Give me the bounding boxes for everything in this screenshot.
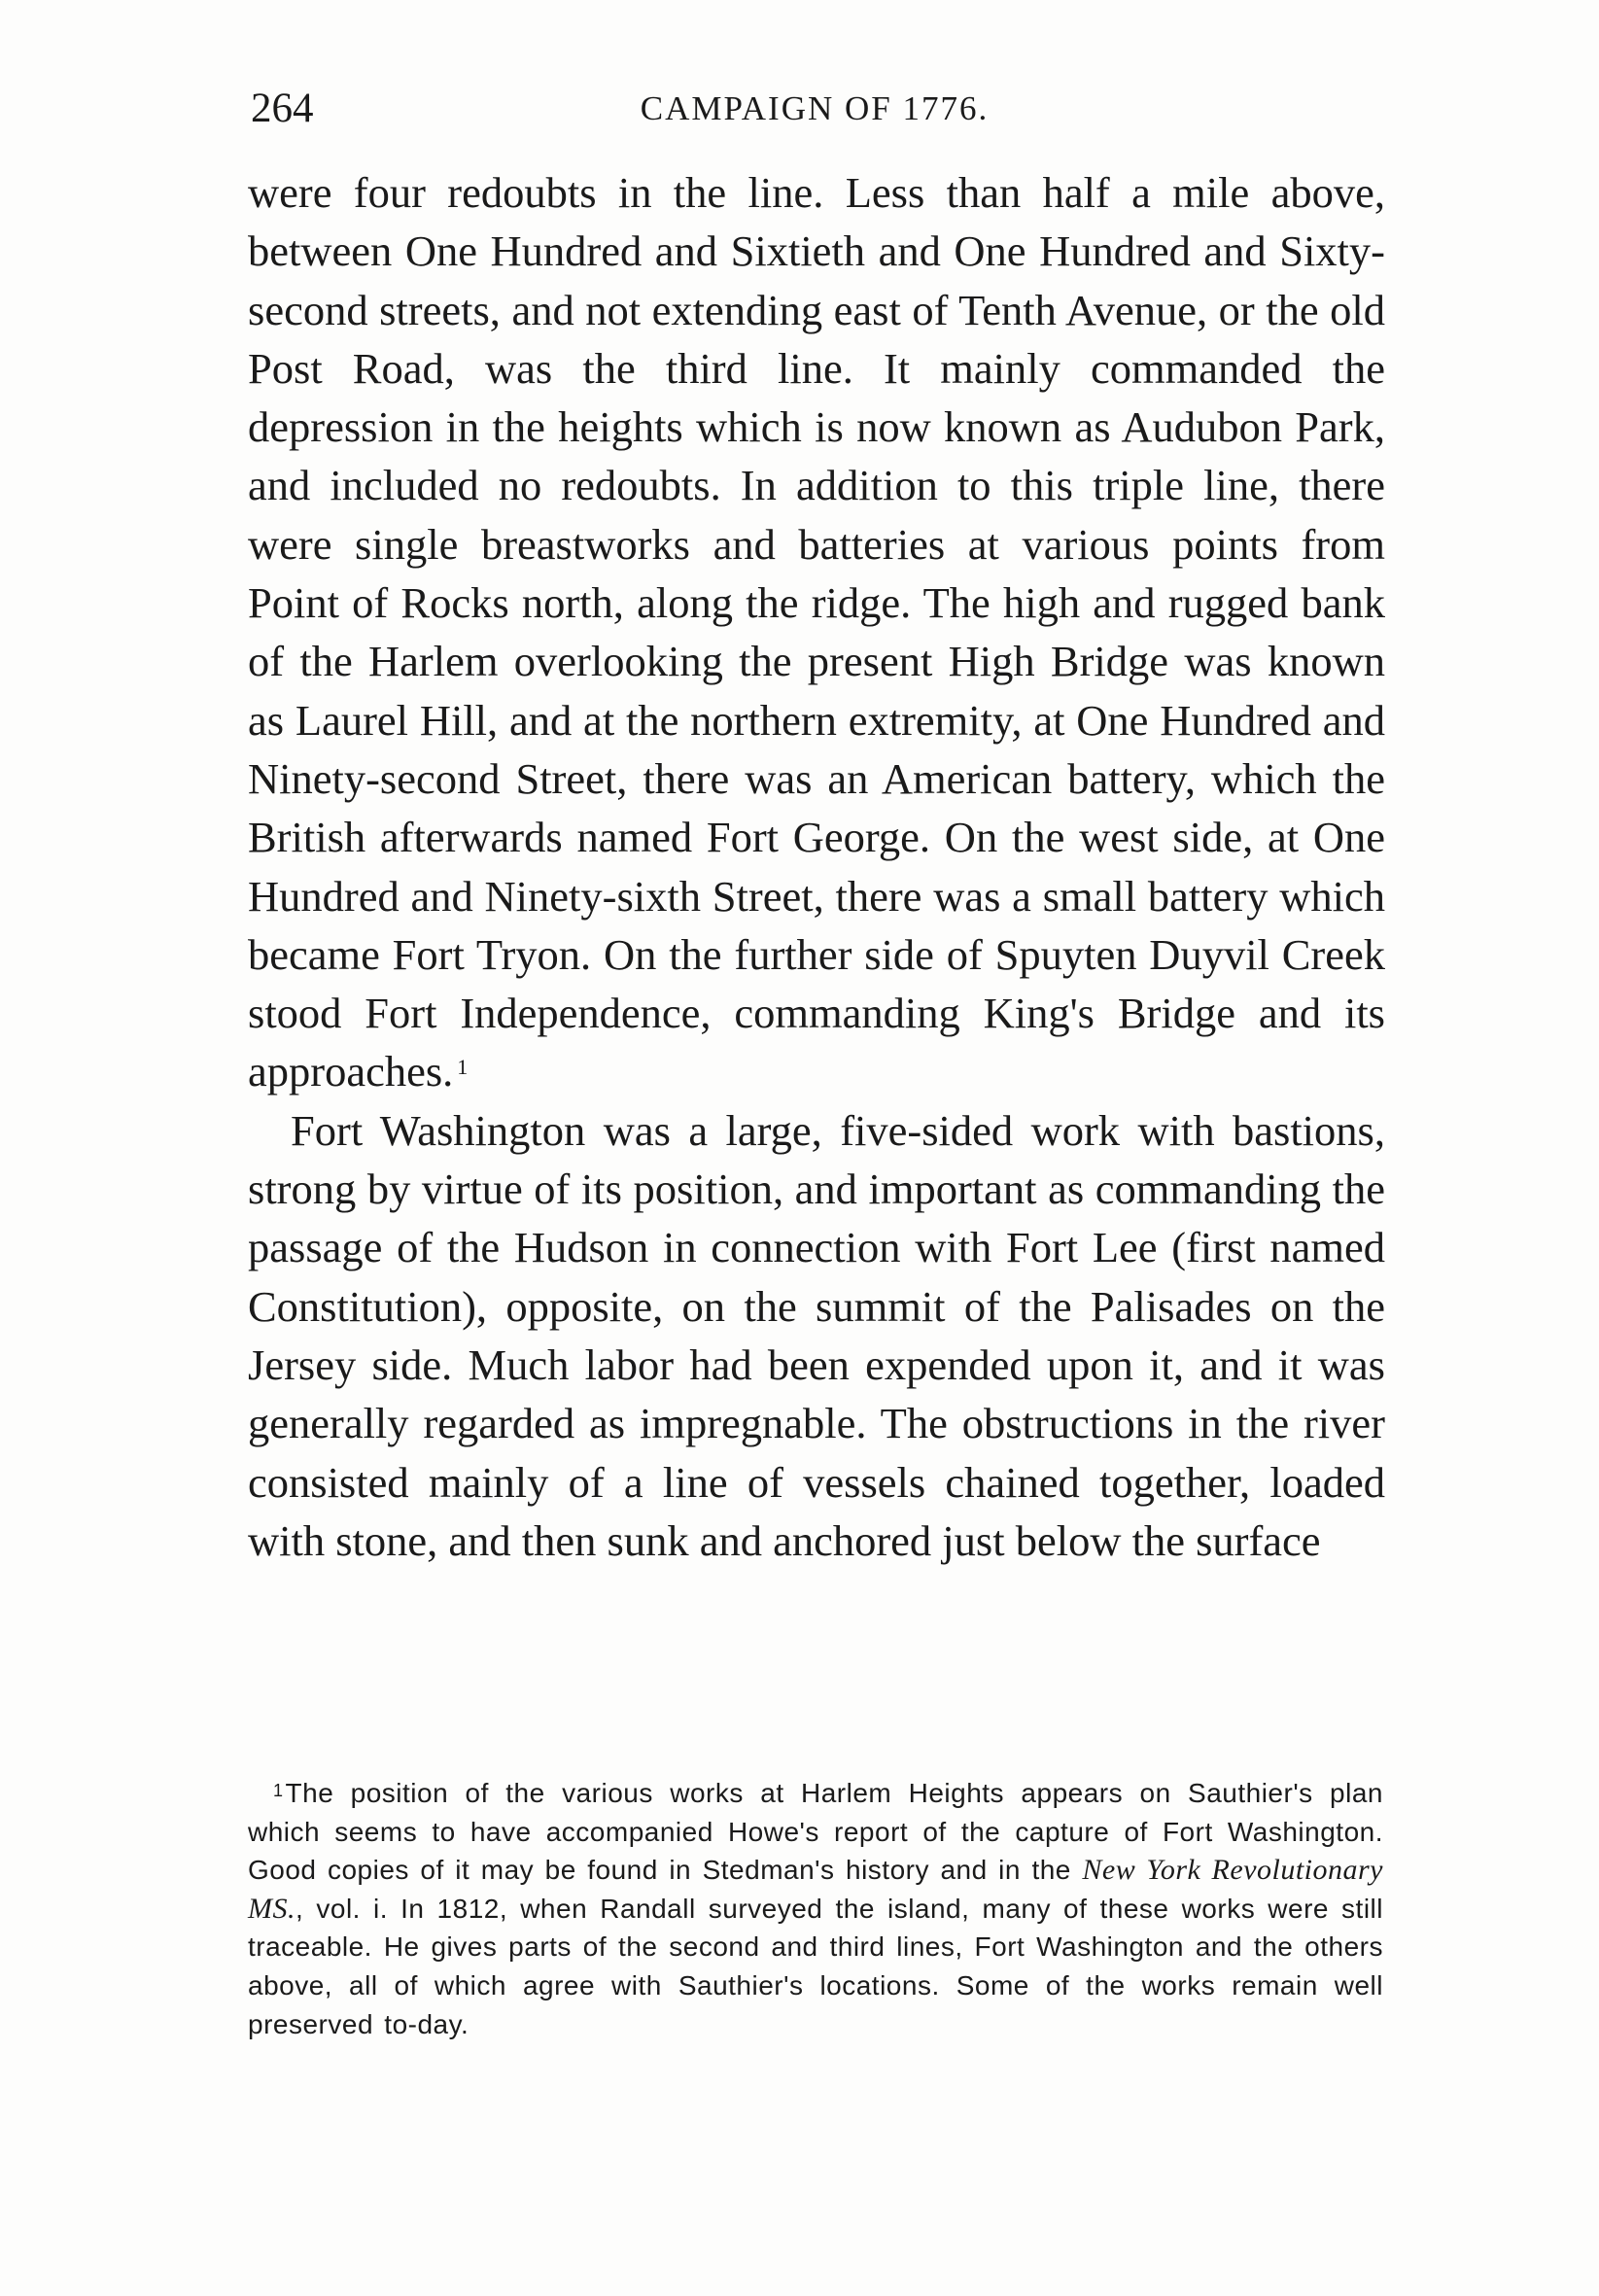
footnote-mark: 1 [273, 1781, 284, 1800]
paragraph-1 [248, 163, 1385, 1101]
footnote-reference: 1 [457, 1055, 469, 1080]
footnote-1 [248, 1774, 1383, 2043]
footnote-text-part-2: , vol. i. In 1812, when Randall surveyed the island, many of these works were still traceable. He gives parts of the second and third lines, Fort Washington and the others above, all of which agree with Sauthier's locations. Some of the works remain well preserved to-day. [248, 1893, 1383, 2039]
footnote-text-part-1: The position of the various works at Harlem Heights appears on Sauthier's plan which seems to have accompanied Howe's report of the capture of Fort Washington. Good copies of it may be found in Stedman's history and in the [248, 1778, 1383, 1886]
main-text [248, 163, 1385, 1570]
footnote-italic-title: New York Revolutionary MS. [248, 1854, 1384, 1925]
running-head [251, 80, 1378, 138]
paragraph-2: Fort Washington was a large, five-sided work with bastions, strong by virtue of its position, and important as commanding the passage of the Hudson in connection with Fort Lee (first named Constitution), opposite, on the summit of the Palisades on the Jersey side. Much labor had been expended upon it, and it was generally regarded as impregnable. The obstructions in the river consisted mainly of a line of vessels chained together, loaded with stone, and then sunk and anchored just below the surface [248, 1105, 1385, 1565]
running-head-title: CAMPAIGN OF 1776. [640, 89, 990, 127]
paragraph-1-text: were four redoubts in the line. Less than half a mile above, between One Hundred and Sixtieth and One Hundred and Sixty-second streets, and not extending east of Tenth Avenue, or the old Post Road, was the third line. It mainly commanded the depression in the heights which is now known as Audubon Park, and included no redoubts. In addition to this triple line, there were single breastworks and batteries at various points from Point of Rocks north, along the ridge. The high and rugged bank of the Harlem overlooking the present High Bridge was known as Laurel Hill, and at the northern extremity, at One Hundred and Ninety-second Street, there was an American battery, which the British afterwards named Fort George. On the west side, at One Hundred and Ninety-sixth Street, there was a small battery which became Fort Tryon. On the further side of Spuyten Duyvil Creek stood Fort Independence, commanding King's Bridge and its approaches. [248, 168, 1385, 1096]
page-number: 264 [251, 86, 314, 131]
footnotes [248, 1774, 1383, 2043]
